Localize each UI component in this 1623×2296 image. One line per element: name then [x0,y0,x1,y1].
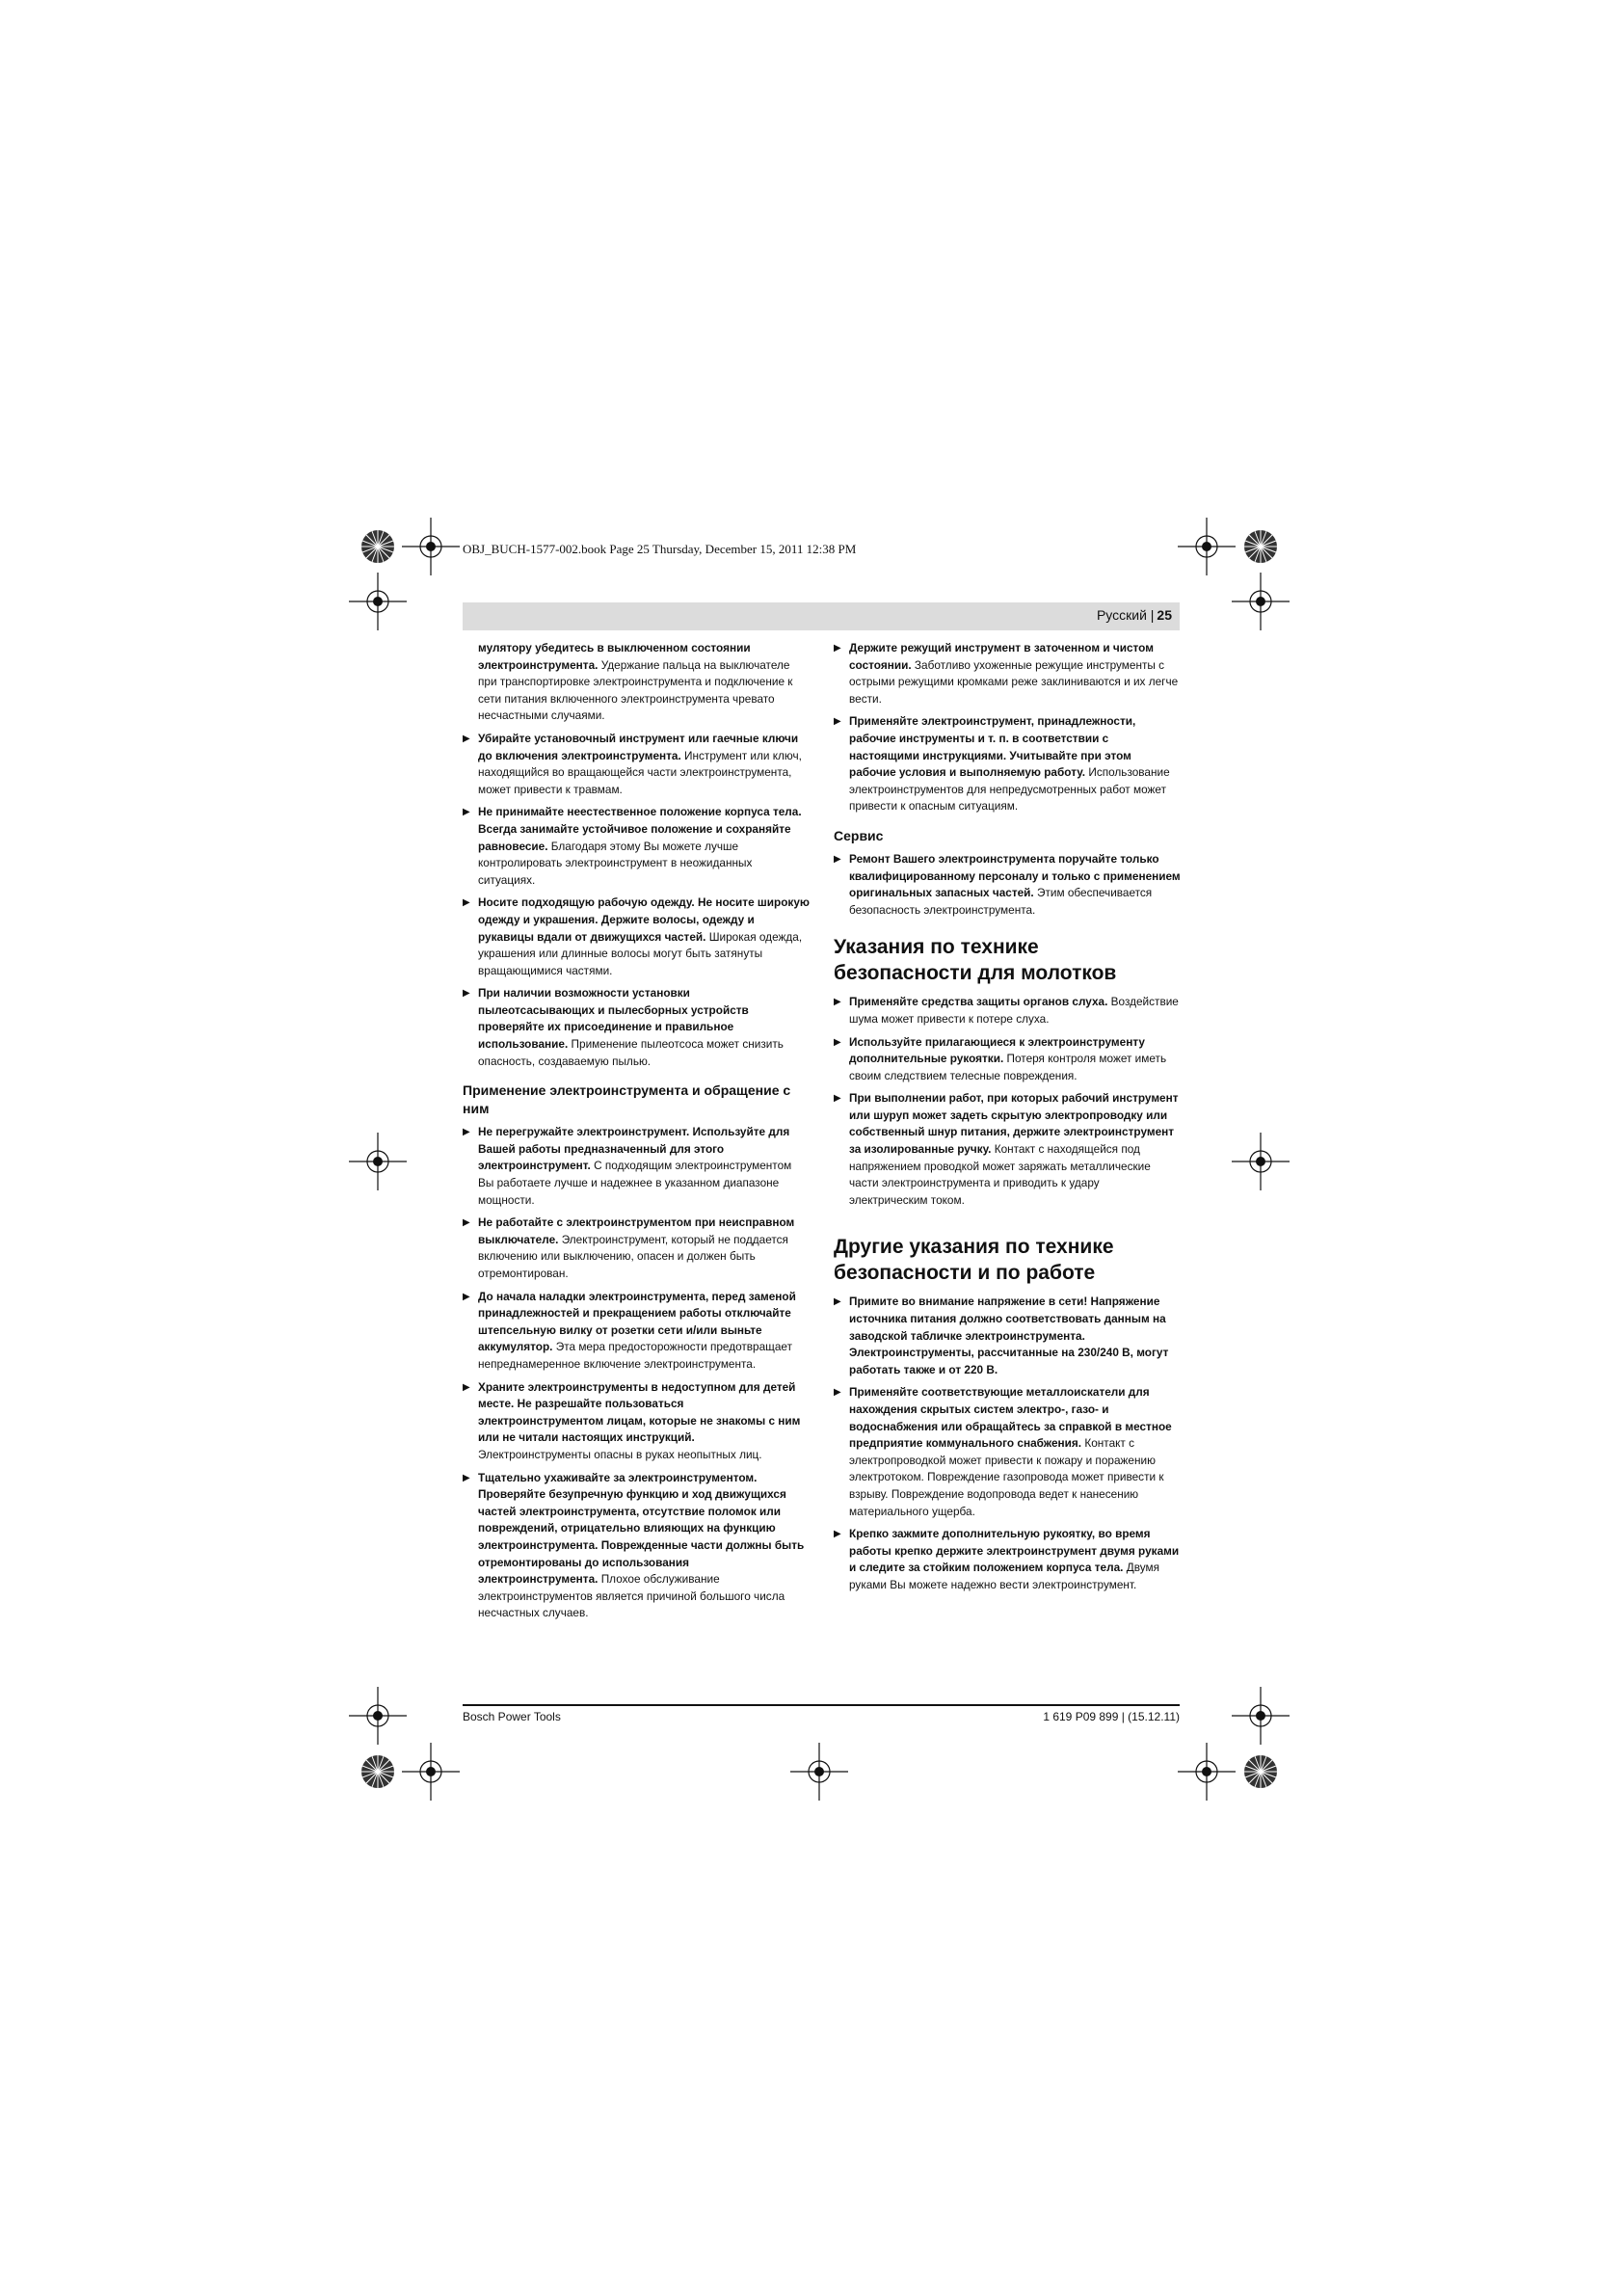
list-item: ▶ Применяйте соответствующие металлоискатели для нахождения скрытых систем электро-, газо- и водоснабжения или обращайтесь за справкой в местное предприятие коммунального снабжения. Контакт с электропроводкой может привести к пожару и поражению электротоком. Повреждение газопровода может привести к взрыву. Повреждение водопровода ведет к нанесению материального ущерба. [834,1385,1172,1518]
crosshair-icon [349,1133,407,1190]
triangle-right-icon: ▶ [463,807,470,818]
list-item: ▶ Ремонт Вашего электроинструмента поручайте только квалифицированному персоналу и только с применением оригинальных запасных частей. Этим обеспечивается безопасность электроинструмента. [834,851,1181,917]
header-separator: | [1150,607,1155,623]
triangle-right-icon: ▶ [834,1093,841,1105]
color-target-icon [361,1755,394,1788]
list-item: ▶ Используйте прилагающиеся к электроинструменту дополнительные рукоятки. Потеря контроля может иметь своим следствием телесные повреждения. [834,1034,1167,1082]
list-item: ▶ Крепко зажмите дополнительную рукоятку, во время работы крепко держите электроинструмент двумя руками и следите за стойким положением корпуса тела. Двумя руками Вы можете надежно вести электроинструмент. [834,1527,1180,1591]
triangle-right-icon: ▶ [463,988,470,1000]
triangle-right-icon: ▶ [834,1387,841,1399]
list-item: ▶ Не работайте с электроинструментом при неисправном выключателе. Электроинструмент, который не поддается включению или выключению, опасен и должен быть отремонтирован. [463,1215,795,1280]
footer-rule [463,1704,1180,1706]
list-item: ▶ При наличии возможности установки пылеотсасывающих и пылесборных устройств проверяйте их присоединение и правильное использование. Применение пылеотсоса может снизить опасность, создаваемую пылью. [463,986,784,1068]
triangle-right-icon: ▶ [463,1381,470,1393]
list-item: ▶ Носите подходящую рабочую одежду. Не носите широкую одежду и украшения. Держите волосы, одежду и рукавицы вдали от движущихся частей. Широкая одежда, украшения или длинные волосы могут быть затянуты вращающимися частями. [463,895,810,977]
crosshair-icon [790,1743,848,1801]
intro-paragraph: мулятору убедитесь в выключенном состоянии электроинструмента. Удержание пальца на выключателе при транспортировке электроинструмента и подключение к сети питания включенного электроинструмента чревато несчастными случаями. [478,641,793,723]
list-item: ▶ При выполнении работ, при которых рабочий инструмент или шуруп может задеть скрытую электропроводку или собственный шнур питания, держите электроинструмент за изолированные ручку. Контакт с находящейся под напряжением проводкой может заряжать металлические части электроинструмента и приводить к удару электрическим током. [834,1091,1179,1207]
triangle-right-icon: ▶ [463,1127,470,1138]
triangle-right-icon: ▶ [834,1529,841,1540]
triangle-right-icon: ▶ [463,897,470,909]
triangle-right-icon: ▶ [834,716,841,728]
list-item: ▶ Храните электроинструменты в недоступном для детей месте. Не разрешайте пользоваться электроинструментом лицам, которые не знакомы с ним или не читали настоящих инструкций. Электроинструменты опасны в руках неопытных лиц. [463,1379,801,1461]
crosshair-icon [1232,573,1290,630]
list-a [463,731,810,1070]
right-column [834,640,1181,1600]
crosshair-icon [1178,1743,1236,1801]
heading-other: Другие указания по технике безопасности и по работе [834,1236,1114,1285]
color-target-icon [1244,530,1277,563]
triangle-right-icon: ▶ [834,1036,841,1048]
crosshair-icon [349,573,407,630]
list-item: ▶ До начала наладки электроинструмента, перед заменой принадлежностей и прекращением работы отключайте штепсельную вилку от розетки сети и/или выньте аккумулятор. Эта мера предосторожности предотвращает непреднамеренное включение электроинструмента. [463,1289,796,1371]
section-subheading: Применение электроинструмента и обращение с ним [463,1082,791,1117]
triangle-right-icon: ▶ [834,1296,841,1308]
language-label: Русский [1096,607,1147,623]
list-other [834,1294,1181,1593]
list-service [834,851,1181,919]
crosshair-icon [349,1687,407,1745]
footer-brand: Bosch Power Tools [463,1710,561,1723]
crosshair-icon [402,518,460,575]
header-language [1097,607,1172,623]
color-target-icon [1244,1755,1277,1788]
triangle-right-icon: ▶ [463,1472,470,1483]
page-header [463,602,1180,630]
heading-hammers: Указания по технике безопасности для молотков [834,936,1117,985]
page-number: 25 [1157,607,1172,623]
list-item: ▶ Не перегружайте электроинструмент. Используйте для Вашей работы предназначенный для этого электроинструмент. С подходящим электроинструментом Вы работаете лучше и надежнее в указанном диапазоне мощности. [463,1125,792,1207]
list-item: ▶ Примите во внимание напряжение в сети! Напряжение источника питания должно соответствовать данным на заводской табличке электроинструмента. Электроинструменты, рассчитанные на 230/240 В, могут работать также и от 220 В. [834,1295,1169,1376]
list-item: ▶ Убирайте установочный инструмент или гаечные ключи до включения электроинструмента. Инструмент или ключ, находящийся во вращающейся части электроинструмента, может привести к травмам. [463,731,802,796]
triangle-right-icon: ▶ [834,997,841,1008]
triangle-right-icon: ▶ [463,1217,470,1229]
list-item: ▶ Применяйте средства защиты органов слуха. Воздействие шума может привести к потере слуха. [834,995,1179,1026]
list-right-a [834,640,1181,815]
triangle-right-icon: ▶ [463,733,470,744]
triangle-right-icon: ▶ [834,853,841,865]
crosshair-icon [402,1743,460,1801]
crosshair-icon [1232,1133,1290,1190]
footer-doc-number: 1 619 P09 899 | (15.12.11) [1043,1710,1180,1723]
list-item: ▶ Не принимайте неестественное положение корпуса тела. Всегда занимайте устойчивое положение и сохраняйте равновесие. Благодаря этому Вы можете лучше контролировать электроинструмент в неожиданных ситуациях. [463,805,802,887]
list-item: ▶ Держите режущий инструмент в заточенном и чистом состоянии. Заботливо ухоженные режущие инструменты с острыми режущими кромками реже заклиниваются и их легче вести. [834,641,1179,706]
color-target-icon [361,530,394,563]
list-item: ▶ Применяйте электроинструмент, принадлежности, рабочие инструменты и т. п. в соответствии с настоящими инструкциями. Учитывайте при этом рабочие условия и выполняемую работу. Использование электроинструментов для непредусмотренных работ может привести к опасным ситуациям. [834,714,1170,814]
list-hammers [834,994,1181,1209]
list-item: ▶ Тщательно ухаживайте за электроинструментом. Проверяйте безупречную функцию и ход движущихся частей электроинструмента, отсутствие поломок или повреждений, отрицательно влияющих на функцию электроинструмента. Поврежденные части должны быть отремонтированы до использования электроинструмента. Плохое обслуживание электроинструментов является причиной большого числа несчастных случаев. [463,1470,805,1620]
print-slug: OBJ_BUCH-1577-002.book Page 25 Thursday, December 15, 2011 12:38 PM [463,542,857,556]
crosshair-icon [1178,518,1236,575]
list-b [463,1124,810,1622]
service-heading: Сервис [834,827,884,843]
triangle-right-icon: ▶ [463,1291,470,1302]
triangle-right-icon: ▶ [834,643,841,654]
crosshair-icon [1232,1687,1290,1745]
left-column [463,640,810,1628]
